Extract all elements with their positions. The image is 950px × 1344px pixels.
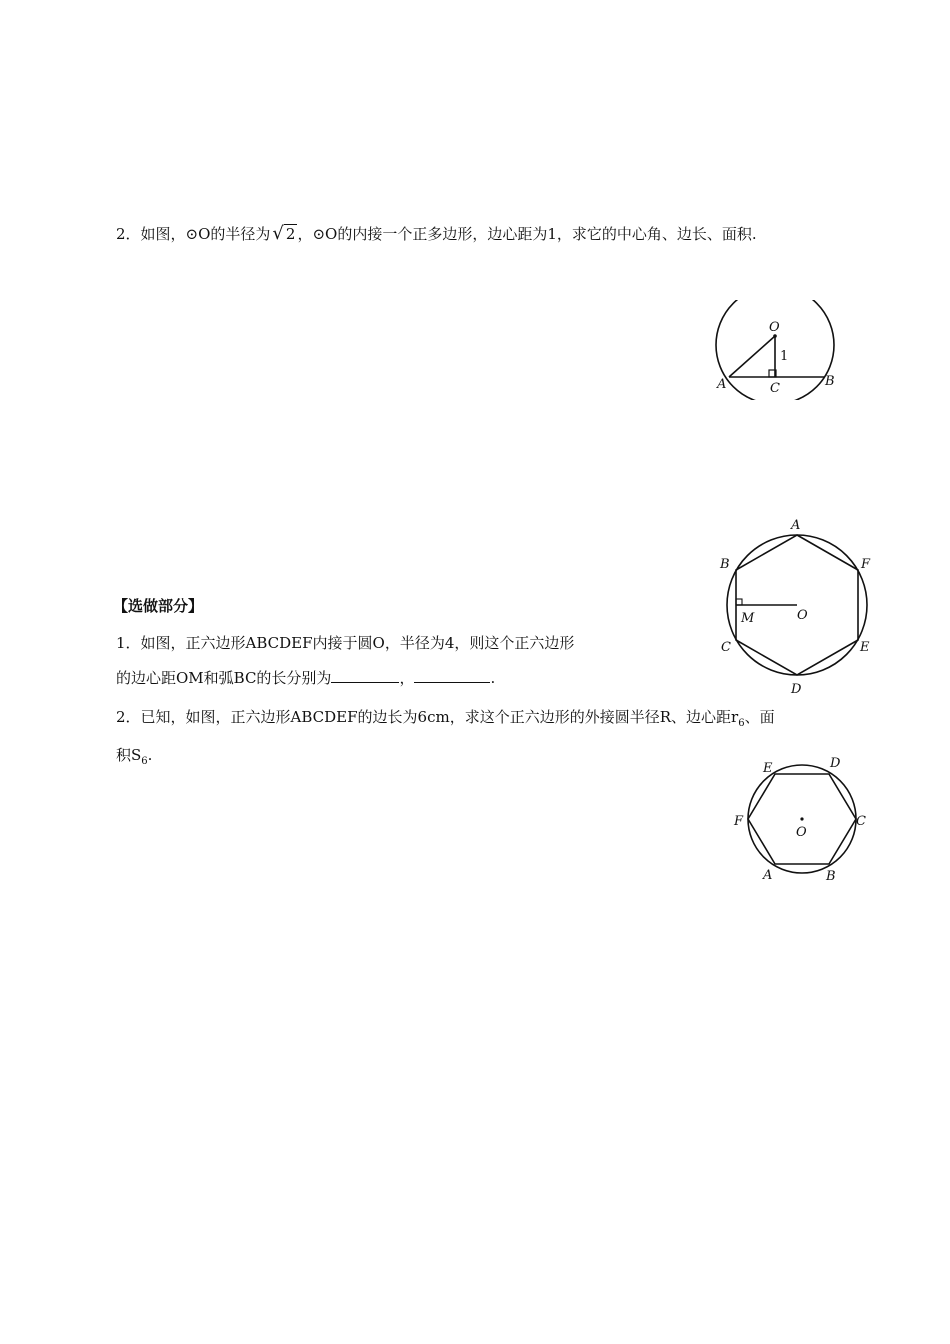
label-D: D (830, 756, 841, 771)
label-O: O (769, 320, 780, 335)
optional-problem-1-line-2 (116, 667, 495, 688)
label-one: 1 (780, 349, 789, 364)
r-subscript: 6 (738, 718, 745, 729)
optional-problem-2-text-end: 、面 (744, 708, 775, 726)
label-E: E (763, 761, 773, 776)
problem-2 (116, 224, 757, 244)
problem-2-text-a: 如图，⊙O的半径为 (140, 225, 271, 243)
label-D: D (791, 682, 802, 697)
s-subscript: 6 (141, 756, 148, 767)
label-B: B (826, 869, 836, 884)
label-A: A (791, 518, 801, 533)
label-A: A (717, 377, 727, 392)
label-C: C (721, 640, 731, 655)
problem-2-number: 2． (116, 225, 141, 243)
label-A: A (763, 868, 773, 883)
area-text: 积S (116, 746, 142, 764)
label-B: B (825, 374, 835, 389)
label-C: C (856, 814, 866, 829)
right-angle-mark (736, 599, 742, 605)
label-F: F (861, 557, 871, 572)
figure-circle-chord (705, 300, 845, 400)
section-title: 【选做部分】 (113, 597, 204, 615)
sqrt-argument: 2 (285, 225, 296, 243)
center-point (800, 817, 803, 820)
optional-problem-2-line-1 (116, 707, 775, 734)
label-M: M (741, 611, 755, 626)
segment-OA (729, 336, 775, 377)
label-O: O (797, 608, 808, 623)
area-end: . (147, 746, 153, 764)
label-O: O (796, 825, 807, 840)
optional-problem-1-line-1: 1．如图，正六边形ABCDEF内接于圆O，半径为4，则这个正六边形 (116, 634, 575, 652)
optional-problem-1-text: 的边心距OM和弧BC的长分别为 (116, 669, 332, 687)
radical-sign: √ (272, 223, 284, 244)
sqrt-expression (270, 224, 297, 244)
label-C: C (770, 381, 780, 396)
label-F: F (734, 814, 744, 829)
answer-blank-2[interactable] (414, 667, 490, 683)
optional-problem-2-text: 2．已知，如图，正六边形ABCDEF的边长为6cm，求这个正六边形的外接圆半径R、边心距r (116, 708, 739, 726)
figure-hexagon-om (715, 515, 880, 700)
end-period: . (490, 669, 496, 687)
problem-2-text-b: ，⊙O的内接一个正多边形，边心距为1，求它的中心角、边长、面积. (297, 225, 757, 243)
figure-hexagon-center (728, 752, 876, 887)
label-E: E (860, 640, 870, 655)
label-B: B (720, 557, 730, 572)
answer-blank-1[interactable] (331, 667, 399, 683)
optional-problem-2-line-2 (116, 745, 152, 772)
separator: ， (399, 669, 415, 687)
